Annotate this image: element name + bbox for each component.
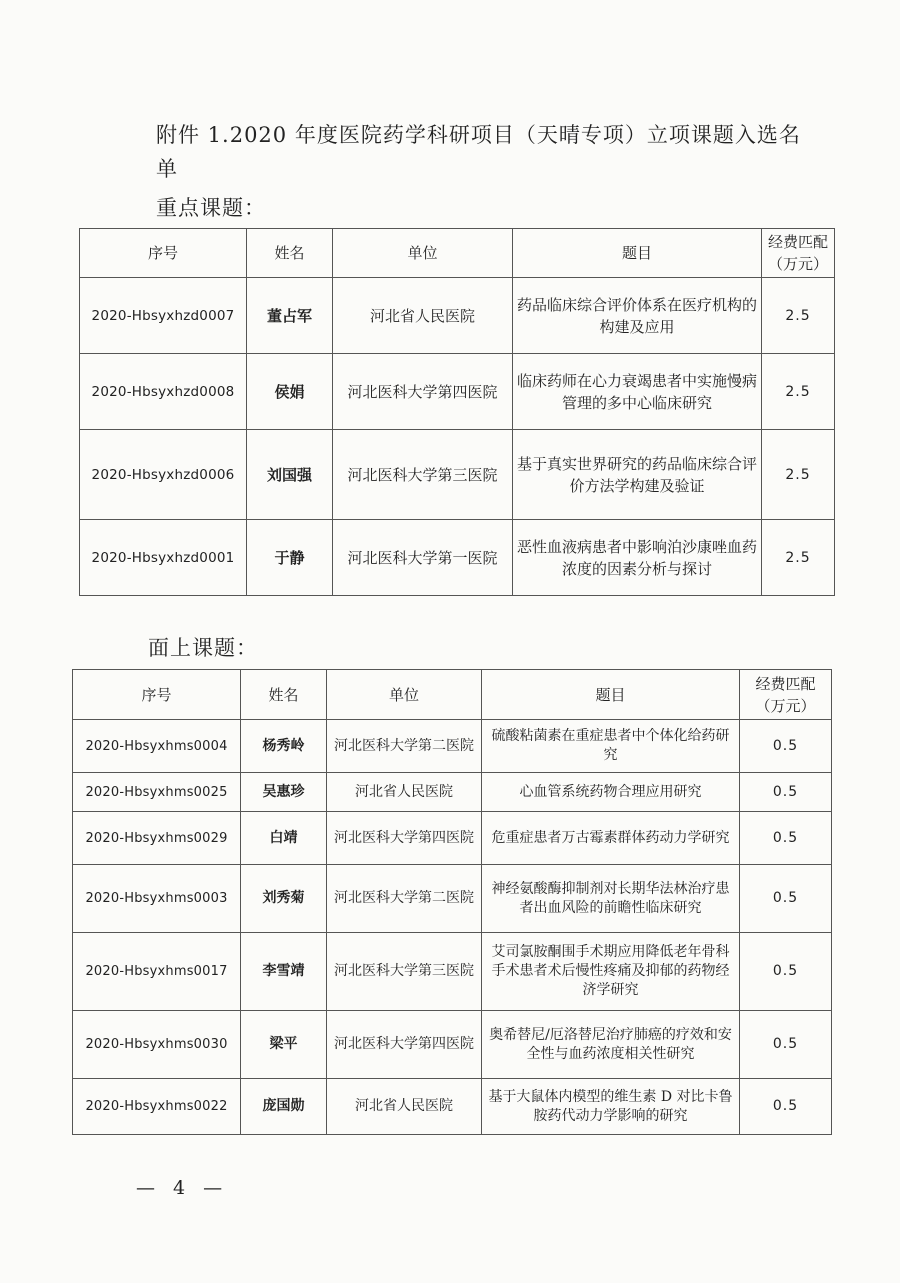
row-topic: 临床药师在心力衰竭患者中实施慢病管理的多中心临床研究 [513, 354, 762, 430]
row-topic: 心血管系统药物合理应用研究 [482, 773, 740, 812]
row-unit: 河北医科大学第一医院 [333, 520, 513, 596]
table-header-row [80, 229, 835, 278]
key-projects-heading: 重点课题： [156, 196, 266, 220]
row-name: 侯娟 [247, 354, 333, 430]
row-code: 2020-Hbsyxhms0025 [73, 773, 241, 812]
row-topic: 神经氨酸酶抑制剂对长期华法林治疗患者出血风险的前瞻性临床研究 [482, 865, 740, 933]
row-name: 吴惠珍 [241, 773, 327, 812]
row-code: 2020-Hbsyxhms0030 [73, 1011, 241, 1079]
document-title: 附件 1.2020 年度医院药学科研项目（天晴专项）立项课题入选名单 [156, 123, 801, 181]
table-row [73, 1011, 832, 1079]
row-code: 2020-Hbsyxhms0017 [73, 933, 241, 1011]
table-row [73, 773, 832, 812]
header-code: 序号 [80, 229, 247, 278]
table-row [80, 278, 835, 354]
row-topic: 危重症患者万古霉素群体药动力学研究 [482, 812, 740, 865]
table-row [73, 933, 832, 1011]
row-topic: 恶性血液病患者中影响泊沙康唑血药浓度的因素分析与探讨 [513, 520, 762, 596]
row-fund: 0.5 [740, 865, 832, 933]
header-code: 序号 [73, 670, 241, 720]
row-name: 梁平 [241, 1011, 327, 1079]
table-row [80, 520, 835, 596]
row-topic: 药品临床综合评价体系在医疗机构的构建及应用 [513, 278, 762, 354]
header-unit: 单位 [333, 229, 513, 278]
header-name: 姓名 [247, 229, 333, 278]
row-code: 2020-Hbsyxhzd0008 [80, 354, 247, 430]
row-fund: 0.5 [740, 933, 832, 1011]
table-row [80, 430, 835, 520]
table-row [80, 354, 835, 430]
row-unit: 河北医科大学第三医院 [327, 933, 482, 1011]
row-topic: 基于真实世界研究的药品临床综合评价方法学构建及验证 [513, 430, 762, 520]
row-unit: 河北省人民医院 [333, 278, 513, 354]
row-code: 2020-Hbsyxhms0004 [73, 720, 241, 773]
row-code: 2020-Hbsyxhzd0007 [80, 278, 247, 354]
row-unit: 河北医科大学第四医院 [333, 354, 513, 430]
row-code: 2020-Hbsyxhms0029 [73, 812, 241, 865]
table-row [73, 865, 832, 933]
row-topic: 基于大鼠体内模型的维生素 D 对比卡鲁胺药代动力学影响的研究 [482, 1079, 740, 1135]
table-row [73, 1079, 832, 1135]
row-name: 庞国勋 [241, 1079, 327, 1135]
row-unit: 河北医科大学第四医院 [327, 1011, 482, 1079]
row-name: 刘国强 [247, 430, 333, 520]
table-header-row [73, 670, 832, 720]
row-fund: 0.5 [740, 773, 832, 812]
row-topic: 艾司氯胺酮围手术期应用降低老年骨科手术患者术后慢性疼痛及抑郁的药物经济学研究 [482, 933, 740, 1011]
general-projects-table [72, 669, 832, 1135]
row-fund: 2.5 [762, 520, 835, 596]
row-unit: 河北省人民医院 [327, 1079, 482, 1135]
row-name: 白靖 [241, 812, 327, 865]
key-projects-table [79, 228, 835, 596]
header-name: 姓名 [241, 670, 327, 720]
row-unit: 河北医科大学第二医院 [327, 720, 482, 773]
row-name: 李雪靖 [241, 933, 327, 1011]
row-fund: 0.5 [740, 1011, 832, 1079]
row-name: 于静 [247, 520, 333, 596]
row-code: 2020-Hbsyxhms0003 [73, 865, 241, 933]
row-topic: 硫酸粘菌素在重症患者中个体化给药研究 [482, 720, 740, 773]
row-fund: 0.5 [740, 1079, 832, 1135]
page-number: — 4 — [136, 1177, 229, 1199]
row-fund: 2.5 [762, 354, 835, 430]
header-topic: 题目 [513, 229, 762, 278]
general-projects-heading: 面上课题： [148, 636, 258, 660]
row-fund: 0.5 [740, 720, 832, 773]
row-fund: 2.5 [762, 430, 835, 520]
row-unit: 河北医科大学第四医院 [327, 812, 482, 865]
row-unit: 河北省人民医院 [327, 773, 482, 812]
row-code: 2020-Hbsyxhzd0001 [80, 520, 247, 596]
row-unit: 河北医科大学第二医院 [327, 865, 482, 933]
header-fund: 经费匹配（万元） [740, 670, 832, 720]
header-unit: 单位 [327, 670, 482, 720]
header-fund: 经费匹配（万元） [762, 229, 835, 278]
row-fund: 2.5 [762, 278, 835, 354]
row-name: 刘秀菊 [241, 865, 327, 933]
row-name: 董占军 [247, 278, 333, 354]
row-name: 杨秀岭 [241, 720, 327, 773]
table-row [73, 720, 832, 773]
row-code: 2020-Hbsyxhms0022 [73, 1079, 241, 1135]
row-fund: 0.5 [740, 812, 832, 865]
row-topic: 奥希替尼/厄洛替尼治疗肺癌的疗效和安全性与血药浓度相关性研究 [482, 1011, 740, 1079]
row-unit: 河北医科大学第三医院 [333, 430, 513, 520]
table-row [73, 812, 832, 865]
header-topic: 题目 [482, 670, 740, 720]
row-code: 2020-Hbsyxhzd0006 [80, 430, 247, 520]
